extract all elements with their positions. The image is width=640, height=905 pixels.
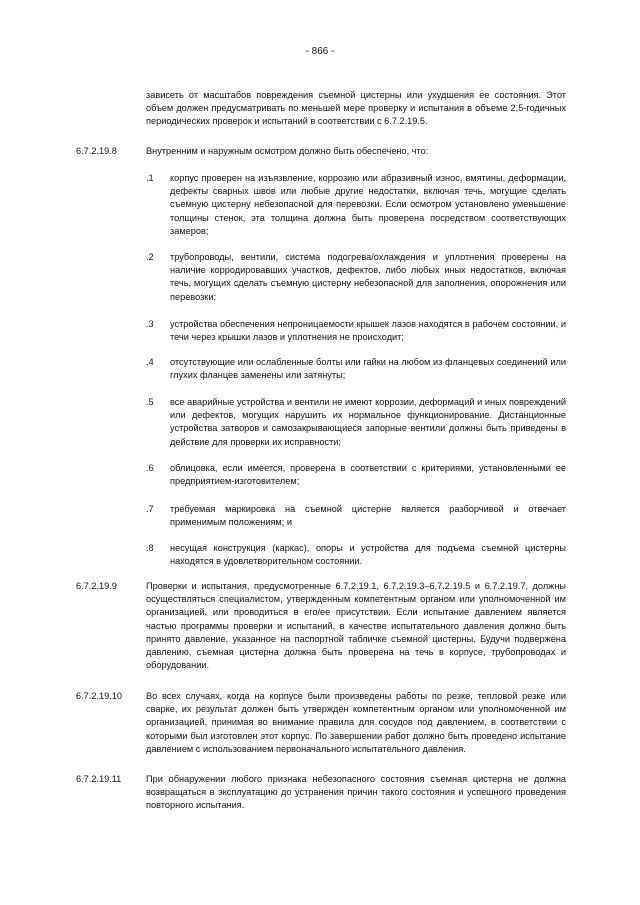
section-10-text: Во всех случаях, когда на корпусе были произведены работы по резке, тепловой резке или сварке, их результат должен быть утвержден компетентным органом или уполномоченной им организацией, принимая во внимание правила для сосудов под давлением, в соответствии с которыми был изготовлен этот корпус. По завершении работ должно быть проведено испытание давлением с использованием первоначального испытательного давления. [146, 691, 566, 754]
item-number: .3 [146, 319, 154, 329]
page-number: - 866 - [305, 46, 335, 57]
section-11-text: При обнаружении любого признака небезопасного состояния съемная цистерна не должна возвращаться в эксплуатацию до устранения причин такого состояния и успешного проведения повторного испытания. [146, 774, 566, 811]
item-text: трубопроводы, вентили, система подогрева/охлаждения и уплотнения проверены на наличие корродировавших участков, дефектов, либо любых иных недостатков, включая течь, могущих сделать съемную цистерну небезопасной для заполнения, опорожнения или перевозки; [170, 252, 566, 302]
intro-paragraph: зависеть от масштабов повреждения съемной цистерны или ухудшения ее состояния. Этот объем должен предусматривать по меньшей мере проверку и испытания в объеме 2,5-годичных периодических проверок и испытаний в соответствии с 6.7.2.19.5. [146, 90, 566, 127]
section-9-text: Проверки и испытания, предусмотренные 6.7.2.19.1, 6.7.2.19.3–6.7.2.19.5 и 6.7.2.19.7, должны осуществляться специалистом, утвержденным компетентным органом или уполномоченной им организацией, или проводиться в его/ее присутствии. Если испытание давлением является частью программы проверки и испытаний, в качестве испытательного давления должно быть принято давление, указанное на паспортной табличке съемной цистерны. Будучи подвержена давлению, съемная цистерна должна быть проверена на течь в корпусе, трубопроводах и оборудовании. [146, 581, 566, 671]
section-number-10: 6.7.2.19.10 [76, 691, 122, 701]
item-text: требуемая маркировка на съемной цистерне является разборчивой и отвечает применимым положениям; и [170, 504, 566, 528]
item-number: .6 [146, 463, 154, 473]
section-number-9: 6.7.2.19.9 [76, 581, 117, 591]
item-text: все аварийные устройства и вентили не имеют коррозии, деформаций и иных повреждений или дефектов, могущих нарушить их нормальное функционирование. Дистанционные устройства затворов и самозакрывающиеся запорные вентили должны быть приведены в действие для проверки их исправности; [170, 397, 566, 447]
item-text: устройства обеспечения непроницаемости крышек лазов находятся в рабочем состоянии, и течи через крышки лазов и уплотнения не происходит; [170, 319, 566, 343]
section-number-8: 6.7.2.19.8 [76, 146, 117, 156]
item-number: .7 [146, 504, 154, 514]
item-number: .1 [146, 173, 154, 183]
item-text: корпус проверен на изъязвление, коррозию или абразивный износ, вмятины, деформации, дефекты сварных швов или любые другие недостатки, включая течь, могущие сделать съемную цистерну небезопасной для перевозки. Если осмотром установлено уменьшение толщины стенок, эта толщина должна быть проверена посредством соответствующих замеров; [170, 173, 566, 236]
item-text: несущая конструкция (каркас), опоры и устройства для подъема съемной цистерны находятся в удовлетворительном состоянии. [170, 543, 566, 567]
item-number: .2 [146, 252, 154, 262]
section-8-lead: Внутренним и наружным осмотром должно быть обеспечено, что: [146, 146, 429, 156]
item-number: .8 [146, 543, 154, 553]
item-text: отсутствующие или ослабленные болты или гайки на любом из фланцевых соединений или глухих фланцев заменены или затянуты; [170, 357, 566, 381]
item-text: облицовка, если имеется, проверена в соответствии с критериями, установленными ее предприятием-изготовителем; [170, 463, 566, 487]
item-number: .5 [146, 397, 154, 407]
section-number-11: 6.7.2.19.11 [76, 774, 122, 784]
item-number: .4 [146, 357, 154, 367]
